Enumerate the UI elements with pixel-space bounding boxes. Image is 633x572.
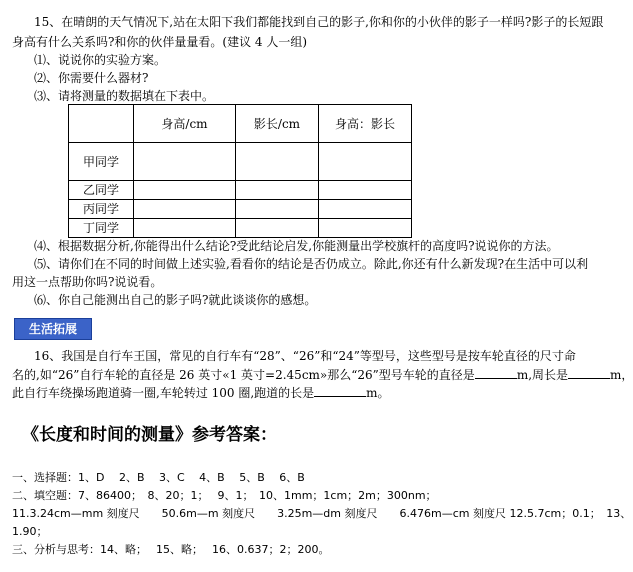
table-header-cell: 影长/cm [236,105,319,143]
table-row [69,181,412,200]
answers-fill: 二、填空题：7、86400； 8、20；1； 9、1； 10、1mm；1cm；2m；300nm； [12,489,437,502]
table-cell [319,181,412,200]
table-row [69,200,412,219]
table-cell [134,219,236,238]
q15-line2: 身高有什么关系吗?和你的伙伴量量看。(建议 4 人一组) [12,35,308,49]
q16-line3-text: 此自行车绕操场跑道骑一圈,车轮转过 100 圈,跑道的长是 [12,386,315,400]
row-label: 乙同学 [69,181,134,200]
table-header-cell: 身高/cm [134,105,236,143]
q15-step4: ⑷、根据数据分析,你能得出什么结论?受此结论启发,你能测量出学校旗杆的高度吗?说说你的方法。 [34,239,559,253]
table-row [69,143,412,181]
table-cell [236,219,319,238]
table-cell [236,181,319,200]
answer-blank [568,366,610,379]
q15-step5a: ⑸、请你们在不同的时间做上述实验,看看你的结论是否仍成立。除此,你还有什么新发现?在生活中可以利 [34,257,589,271]
row-label: 丙同学 [69,200,134,219]
table-cell [236,200,319,219]
answer-heading: 《长度和时间的测量》参考答案： [22,425,277,445]
measurement-table [68,104,412,238]
q16-line2 [12,366,633,383]
q15-step6: ⑹、你自己能测出自己的影子吗?就此谈谈你的感想。 [34,293,317,307]
q16-line3-end: m。 [366,386,390,400]
answers-fill-cont2: 1.90； [12,525,48,538]
section-badge: 生活拓展 [14,318,92,340]
row-label: 甲同学 [69,143,134,181]
q15-step2: ⑵、你需要什么器材? [34,71,149,85]
table-cell [134,200,236,219]
q15-step5b: 用这一点帮助你吗?说说看。 [12,275,163,289]
row-label: 丁同学 [69,219,134,238]
table-cell [319,219,412,238]
answers-analysis: 三、分析与思考：14、略； 15、略； 16、0.637；2；200。 [12,543,330,556]
q16-line3 [12,384,390,401]
answer-blank [314,384,366,397]
q16-line2-mid: m,周长是 [516,368,569,382]
answer-blank [475,366,517,379]
table-cell [134,143,236,181]
table-header-cell: 身高：影长 [319,105,412,143]
table-header-row [69,105,412,143]
q16-line2-text: 名的,如“26”自行车轮的直径是 26 英寸«1 英寸=2.45cm»那么“26”型号车轮的直径是 [12,368,475,382]
answers-fill-cont: 11.3.24cm—mm 刻度尺 50.6m—m 刻度尺 3.25m—dm 刻度尺 6.476m—cm 刻度尺 12.5.7cm；0.1； 13、 [12,507,632,520]
table-cell [236,143,319,181]
table-cell [319,200,412,219]
q16-line1: 16、我国是自行车王国，常见的自行车有“28”、“26”和“24”等型号，这些型号是按车轮直径的尺寸命 [34,349,576,363]
answers-choice: 一、选择题：1、D 2、B 3、C 4、B 5、B 6、B [12,471,305,484]
table-cell [319,143,412,181]
q15-step1: ⑴、说说你的实验方案。 [34,53,167,67]
q16-line2-end: m， [610,368,633,382]
q15-step3: ⑶、请将测量的数据填在下表中。 [34,89,215,103]
table-header-cell [69,105,134,143]
table-cell [134,181,236,200]
table-row [69,219,412,238]
q15-line1: 15、在晴朗的天气情况下,站在太阳下我们都能找到自己的影子,你和你的小伙伴的影子一样吗?影子的长短跟 [34,15,604,29]
